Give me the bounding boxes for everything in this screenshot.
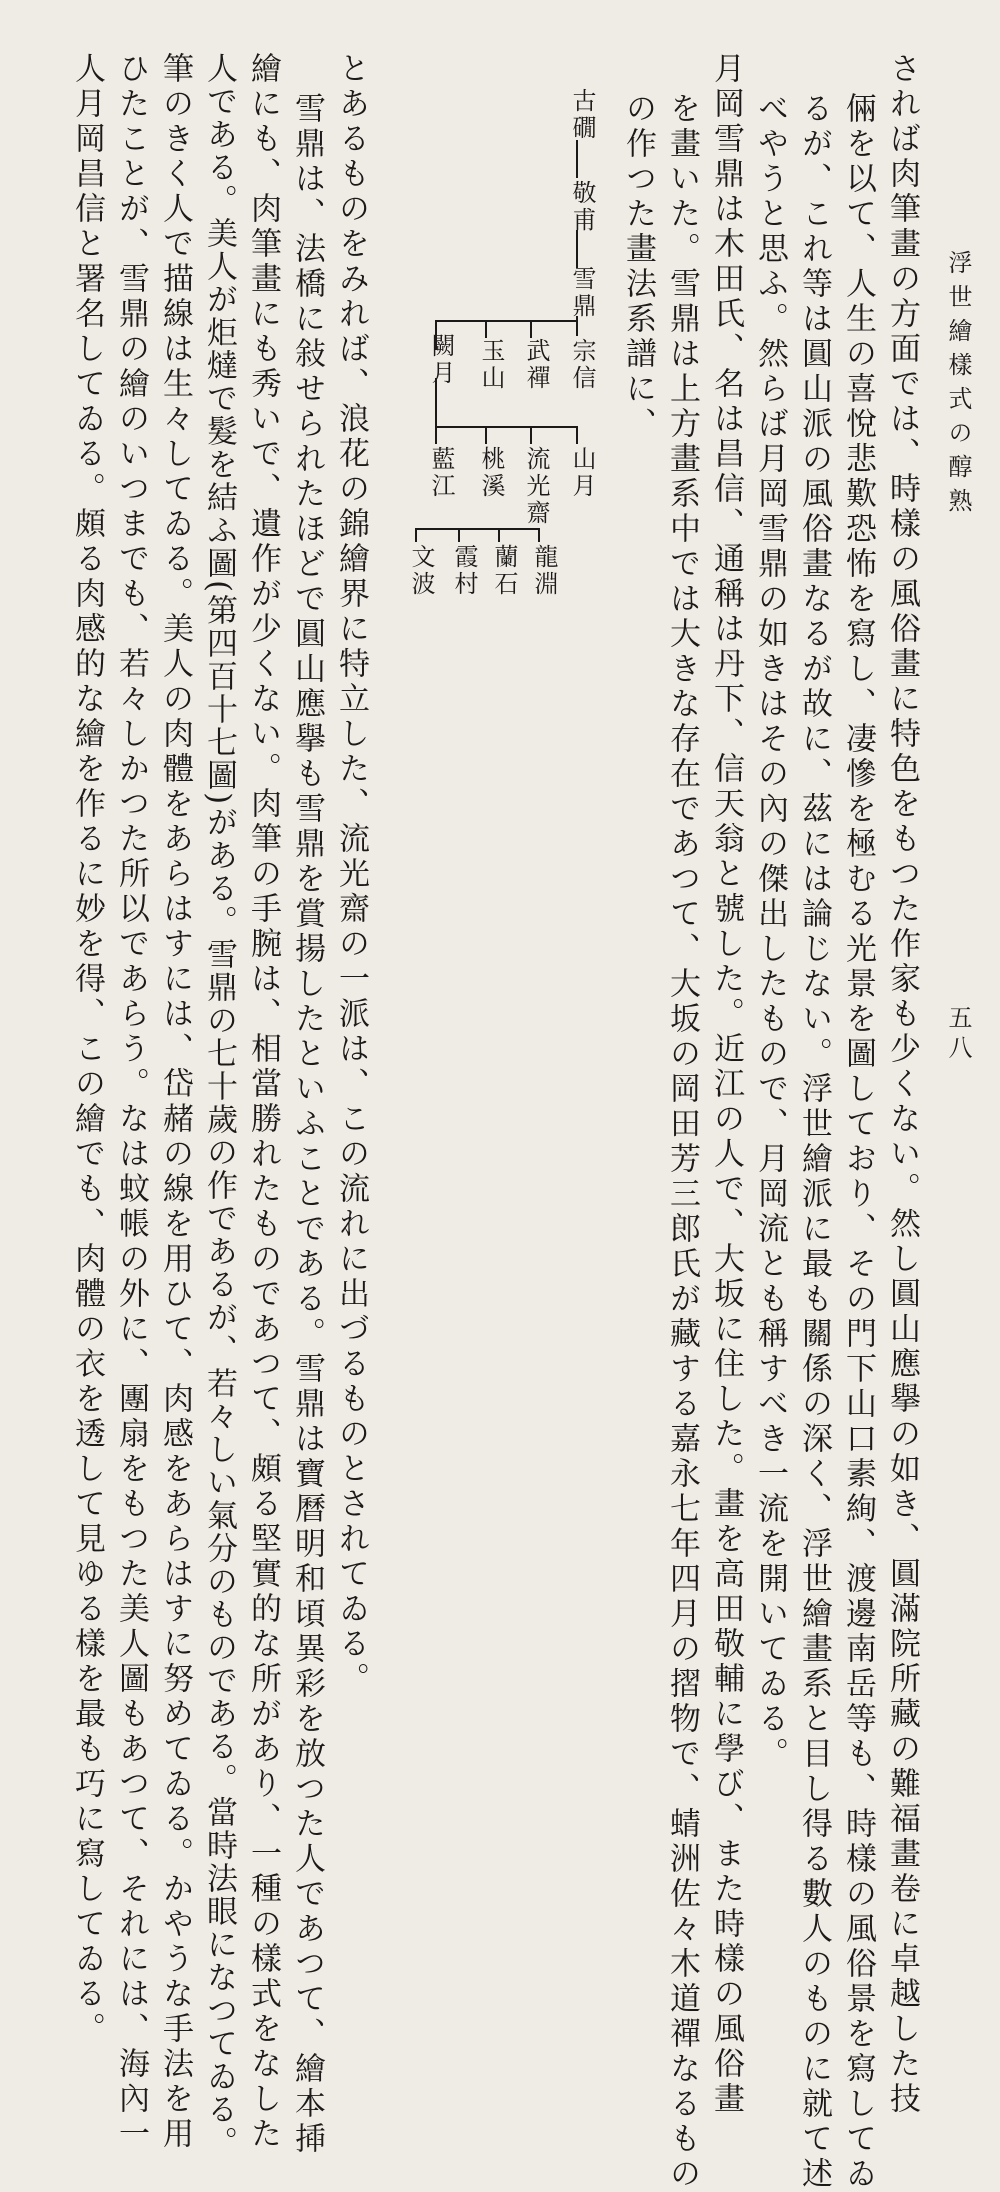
tree-line (485, 320, 487, 338)
text-column: るが、これ等は圓山派の風俗畫なるが故に、茲には論じない。浮世繪派に最も關係の深く、浮世繪畫系と目し得る數人のものに就て述 (796, 92, 832, 2192)
lineage-name: 山月 (568, 446, 596, 500)
tree-line (458, 528, 460, 542)
lineage-name: 闕月 (427, 333, 455, 387)
text-column: を畫いた。雪鼎は上方畫系中では大きな存在であつて、大坂の岡田芳三郎氏が藏する嘉永七年四月の摺物で、蜻洲佐々木道禪なるもの (664, 92, 700, 2192)
lineage-name: 武禪 (522, 338, 550, 392)
text-column: 人である。美人が炬燵で髮を結ふ圖(第四百十七圖)がある。雪鼎の七十歲の作であるが、若々しい氣分のものである。當時法眼になつてゐる。 (201, 52, 237, 2160)
text-column: 人月岡昌信と署名してゐる。頗る肉感的な繪を作るに妙を得、この繪でも、肉體の衣を透して見ゆる樣を最も巧に寫してゐる。 (69, 52, 105, 2047)
lineage-name: 流光齋 (522, 446, 550, 527)
lineage-name: 宗信 (568, 338, 596, 392)
page-number: 五八 (944, 1005, 972, 1065)
lineage-name: 古礀 (568, 88, 596, 142)
text-column: 繪にも、肉筆畫にも秀いで、遺作が少くない。肉筆の手腕は、相當勝れたものであつて、頗る堅實的な所があり、一種の樣式をなした (245, 52, 281, 2152)
text-column: の作つた畫法系譜に、 (620, 92, 656, 442)
lineage-name: 龍淵 (530, 544, 558, 598)
lineage-name: 桃溪 (477, 446, 505, 500)
text-column: とあるものをみれば、浪花の錦繪界に特立した、流光齋の一派は、この流れに出づるものとされてゐる。 (333, 52, 369, 1697)
tree-line (435, 426, 577, 428)
lineage-name: 雪鼎 (568, 266, 596, 320)
tree-line (576, 230, 578, 268)
tree-line (538, 528, 540, 542)
tree-line (435, 320, 577, 322)
lineage-chart (390, 88, 610, 608)
lineage-name: 敬甫 (568, 180, 596, 234)
tree-line (498, 528, 500, 542)
tree-line (415, 528, 417, 542)
lineage-name: 霞村 (450, 544, 478, 598)
tree-line (415, 528, 540, 530)
text-column: べやうと思ふ。然らば月岡雪鼎の如きはその內の傑出したもので、月岡流とも稱すべき一流を開いてゐる。 (752, 92, 788, 1772)
tree-line (485, 426, 487, 444)
text-column: されば肉筆畫の方面では、時樣の風俗畫に特色をもつた作家も少くない。然し圓山應擧の如き、圓滿院所藏の難福畫卷に卓越した技 (884, 52, 920, 2117)
tree-line (530, 426, 532, 444)
lineage-name: 蘭石 (490, 544, 518, 598)
tree-line (576, 140, 578, 178)
tree-line (576, 426, 578, 444)
running-header-title: 浮世繪樣式の醇熟 (944, 250, 972, 522)
text-column: 筆のきく人で描線は生々してゐる。美人の肉體をあらはすには、岱赭の線を用ひて、肉感をあらはすに努めてゐる。かやうな手法を用 (157, 52, 193, 2152)
tree-line (530, 320, 532, 338)
tree-line (435, 426, 437, 444)
text-column: 雪鼎は、法橋に敍せられたほどで圓山應擧も雪鼎を賞揚したといふことである。雪鼎は寶曆明和頃異彩を放つた人であつて、繪本揷 (289, 92, 325, 2157)
text-column: 月岡雪鼎は木田氏、名は昌信、通稱は丹下、信天翁と號した。近江の人で、大坂に住した。畫を高田敬輔に學び、また時樣の風俗畫 (708, 52, 744, 2117)
lineage-name: 文波 (407, 544, 435, 598)
text-column: 倆を以て、人生の喜悅悲歎恐怖を寫し、凄慘を極むる光景を圖しており、その門下山口素絢、渡邊南岳等も、時樣の風俗景を寫してゐ (840, 92, 876, 2192)
lineage-name: 玉山 (477, 338, 505, 392)
text-column: ひたことが、雪鼎の繪のいつまでも、若々しかつた所以であらう。なは蚊帳の外に、團扇をもつた美人圖もあつて、それには、海內一 (113, 52, 149, 2152)
lineage-name: 藍江 (427, 446, 455, 500)
